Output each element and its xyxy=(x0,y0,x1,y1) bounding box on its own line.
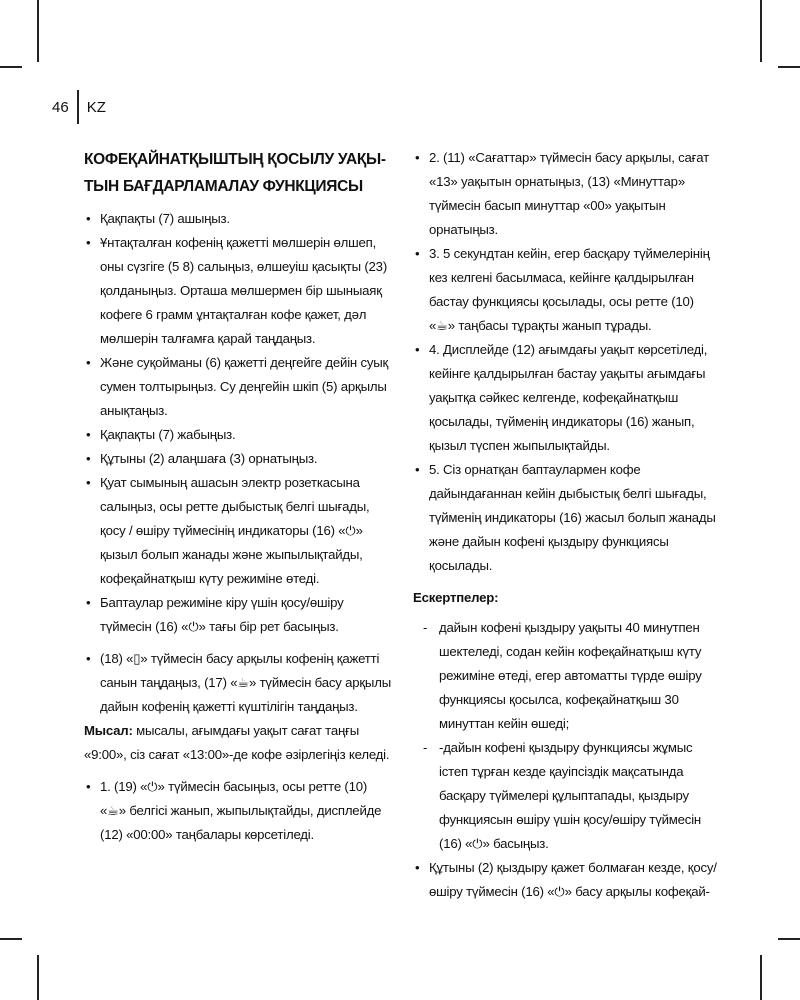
list-item: • 3. 5 секундтан кейін, егер басқару түймелерінің кез келгені басылмаса, кейінге қалдырылған бастау функциясы қосылады, осы ретте (10) «☕» таңбасы тұрақты жанып тұрады. xyxy=(413,242,718,338)
step-list xyxy=(413,146,718,578)
list-item: - -дайын кофені қыздыру функциясы жұмыс істеп тұрған кезде қауіпсіздік мақсатында басқару түймелері құлыптапады, қыздыру функциясын өшіру үшін қосу/өшіру түймесін (16) «⏻» басыңыз. xyxy=(413,736,718,856)
language-code: KZ xyxy=(86,98,106,116)
example-paragraph xyxy=(84,719,394,767)
list-item: • Құтыны (2) қыздыру қажет болмаған кезде, қосу/ өшіру түймесін (16) «⏻» басу арқылы кофеқай- xyxy=(413,856,718,904)
list-item: • Қақпақты (7) ашыңыз. xyxy=(84,207,394,231)
page-number: 46 xyxy=(52,98,69,116)
list-item: • Баптаулар режиміне кіру үшін қосу/өшіру түймесін (16) «⏻» тағы бір рет басыңыз. xyxy=(84,591,394,639)
left-column xyxy=(84,146,394,847)
crop-mark xyxy=(37,955,39,1000)
crop-mark xyxy=(37,0,39,62)
list-item: • Және суқойманы (6) қажетті деңгейге дейін суық сумен толтырыңыз. Су деңгейін шкіп (5) арқылы анықтаңыз. xyxy=(84,351,394,423)
notes-list xyxy=(413,616,718,904)
page-header xyxy=(52,90,106,124)
crop-mark xyxy=(778,66,800,68)
list-item: • Ұнтақталған кофенің қажетті мөлшерін өлшеп, оны сүзгіге (5 8) салыңыз, өлшеуіш қасықты (23) қолданыңыз. Орташа мөлшермен бір шыныаяқ кофеге 6 грамм ұнтақталған кофе қажет, дәл мөлшерін талғамға қарай таңдаңыз. xyxy=(84,231,394,351)
header-divider xyxy=(77,90,79,124)
list-item: • (18) «▯» түймесін басу арқылы кофенің қажетті санын таңдаңыз, (17) «☕» түймесін басу арқылы дайын кофенің қажетті күштілігін таңдаңыз. xyxy=(84,647,394,719)
list-item: • 4. Дисплейде (12) ағымдағы уақыт көрсетіледі, кейінге қалдырылған бастау уақыты ағымдағы уақытқа сәйкес келгенде, кофеқайнатқыш қосылады, түйменің индикаторы (16) жанып, қызыл түспен жыпылықтайды. xyxy=(413,338,718,458)
notes-title: Ескертпелер: xyxy=(413,590,499,605)
list-item: • 2. (11) «Сағаттар» түймесін басу арқылы, сағат «13» уақытын орнатыңыз, (13) «Минуттар» түймесін басып минуттар «00» уақытын орнатыңыз. xyxy=(413,146,718,242)
example-label: Мысал: xyxy=(84,723,133,738)
list-item: • Құтыны (2) алаңшаға (3) орнатыңыз. xyxy=(84,447,394,471)
crop-mark xyxy=(760,955,762,1000)
crop-mark xyxy=(0,66,22,68)
crop-mark xyxy=(760,0,762,62)
crop-mark xyxy=(778,938,800,940)
list-item: • Қақпақты (7) жабыңыз. xyxy=(84,423,394,447)
instruction-list xyxy=(84,207,394,719)
right-column xyxy=(413,146,718,904)
crop-mark xyxy=(0,938,22,940)
list-item: • 1. (19) «⏻» түймесін басыңыз, осы ретте (10) «☕» белгісі жанып, жыпылықтайды, дисплейде (12) «00:00» таңбалары көрсетіледі. xyxy=(84,775,394,847)
list-item: • Қуат сымының ашасын электр розеткасына салыңыз, осы ретте дыбыстық белгі шығады, қосу / өшіру түймесінің индикаторы (16) «⏻» қызыл болып жанады және жыпылықтайды, кофеқайнатқыш күту режиміне өтеді. xyxy=(84,471,394,591)
example-text: мысалы, ағымдағы уақыт сағат таңғы «9:00», сіз сағат «13:00»-де кофе әзірлегіңіз келеді. xyxy=(84,723,390,762)
list-item: • 5. Сіз орнатқан баптаулармен кофе дайындағаннан кейін дыбыстық белгі шығады, түйменің индикаторы (16) жасыл болып жанады және дайын кофені қыздыру функциясы қосылады. xyxy=(413,458,718,578)
section-title: КОФЕҚАЙНАТҚЫШТЫҢ ҚОСЫЛУ УАҚЫ- ТЫН БАҒДАРЛАМАЛАУ ФУНКЦИЯСЫ xyxy=(84,151,386,195)
step-list xyxy=(84,775,394,847)
list-item: - дайын кофені қыздыру уақыты 40 минутпен шектеледі, содан кейін кофеқайнатқыш күту режиміне өтеді, егер автоматты түрде өшіру функциясы қосылса, кофеқайнатқыш 30 минуттан кейін өшеді; xyxy=(413,616,718,736)
